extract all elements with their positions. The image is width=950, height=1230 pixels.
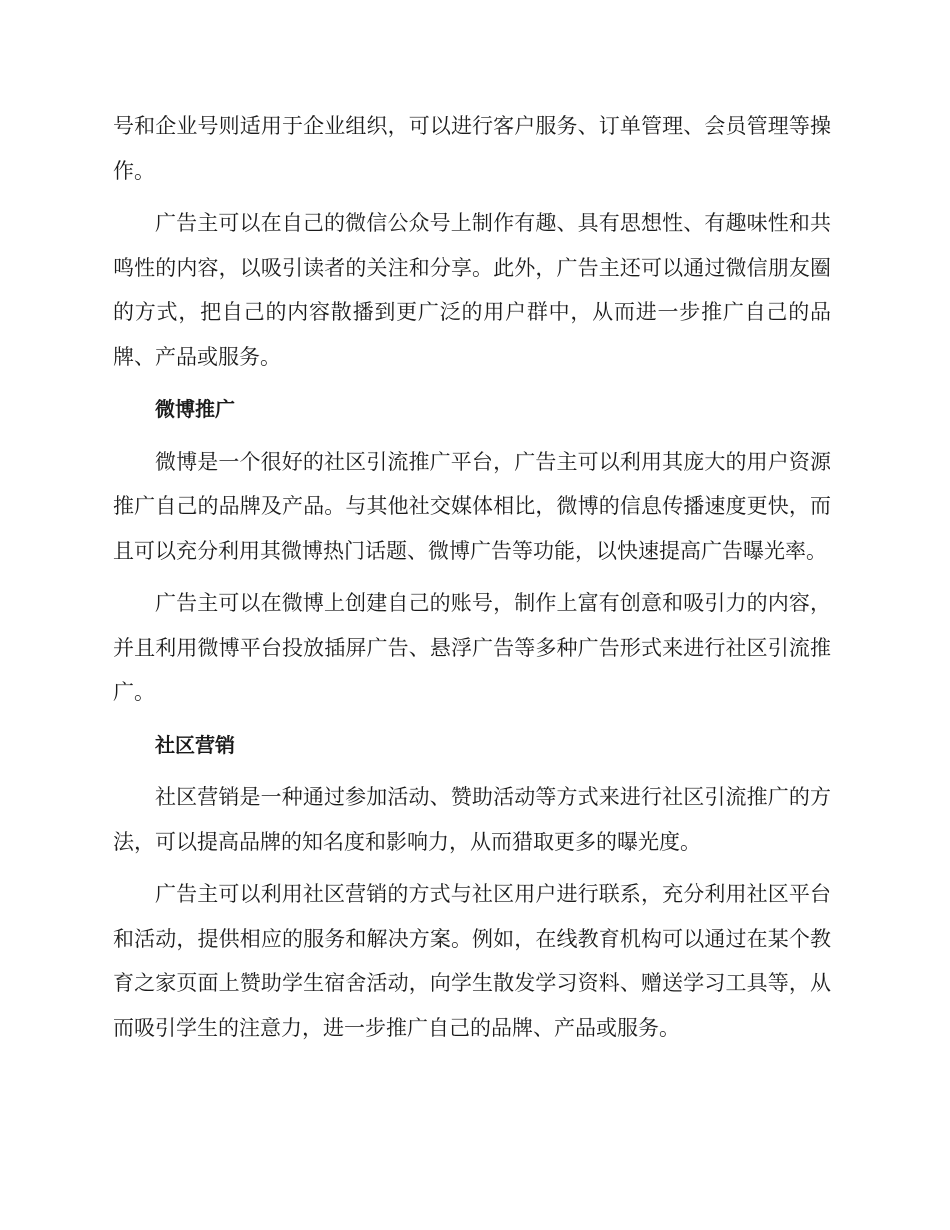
paragraph-community-example: 广告主可以利用社区营销的方式与社区用户进行联系，充分利用社区平台和活动，提供相应的服务和解决方案。例如，在线教育机构可以通过在某个教育之家页面上赞助学生宿舍活动，向学生散发学习资料、赠送学习工具等，从而吸引学生的注意力，进一步推广自己的品牌、产品或服务。 [113,882,831,1040]
paragraph-gap [113,715,831,723]
paragraph-gap [113,379,831,387]
paragraph-weibo-account: 广告主可以在微博上创建自己的账号，制作上富有创意和吸引力的内容，并且利用微博平台投放插屏广告、悬浮广告等多种广告形式来进行社区引流推广。 [113,591,831,704]
paragraph-continuation: 号和企业号则适用于企业组织，可以进行客户服务、订单管理、会员管理等操作。 [113,114,831,183]
paragraph-gap [113,573,831,581]
paragraph-gap [113,864,831,872]
paragraph-weibo-intro: 微博是一个很好的社区引流推广平台，广告主可以利用其庞大的用户资源推广自己的品牌及产品。与其他社交媒体相比，微博的信息传播速度更快，而且可以充分利用其微博热门话题、微博广告等功能，以快速提高广告曝光率。 [113,449,831,563]
paragraph-gap [113,193,831,201]
paragraph-gap [113,767,831,775]
section-heading-weibo: 微博推广 [155,397,235,421]
paragraph-community-intro: 社区营销是一种通过参加活动、赞助活动等方式来进行社区引流推广的方法，可以提高品牌的知名度和影响力，从而猎取更多的曝光度。 [113,785,831,854]
paragraph-wechat-content: 广告主可以在自己的微信公众号上制作有趣、具有思想性、有趣味性和共鸣性的内容，以吸引读者的关注和分享。此外，广告主还可以通过微信朋友圈的方式，把自己的内容散播到更广泛的用户群中，从而进一步推广自己的品牌、产品或服务。 [113,211,831,369]
paragraph-gap [113,432,831,440]
document-page [113,104,831,1050]
section-heading-community: 社区营销 [155,732,235,757]
